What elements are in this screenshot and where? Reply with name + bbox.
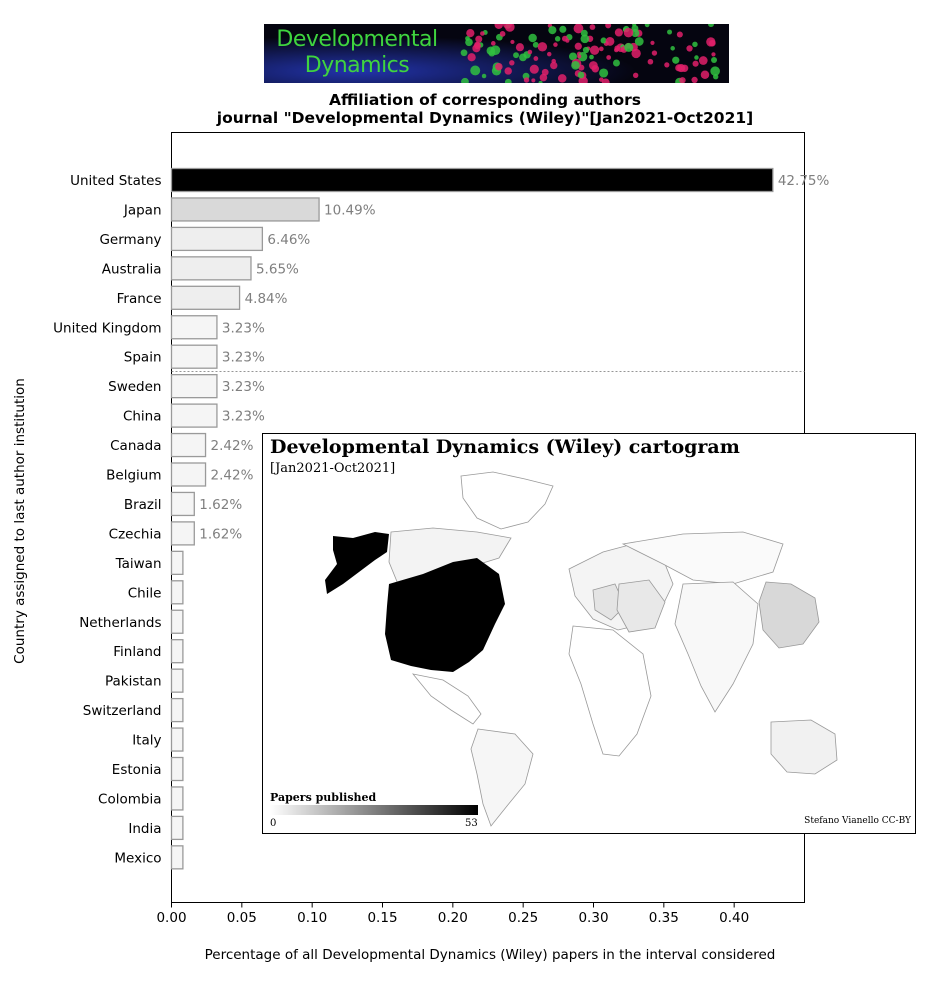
bar-pakistan	[172, 669, 183, 692]
africa-shape	[569, 626, 651, 756]
category-label: France	[116, 290, 162, 307]
bar-colombia	[172, 787, 183, 810]
bar-germany	[172, 227, 263, 250]
bar-mexico	[172, 846, 183, 869]
legend-title: Papers published	[270, 791, 377, 804]
x-axis-label: Percentage of all Developmental Dynamics (Wiley) papers in the interval considered	[204, 947, 776, 963]
x-tick-label: 0.20	[437, 910, 468, 926]
bar-taiwan	[172, 551, 183, 574]
bar-china	[172, 404, 217, 427]
asia-shape	[675, 582, 758, 712]
category-label: Chile	[127, 585, 162, 602]
x-tick-label: 0.15	[367, 910, 398, 926]
bar-france	[172, 286, 240, 309]
value-label: 3.23%	[221, 349, 265, 366]
cartogram-inset	[262, 433, 916, 834]
value-label: 42.75%	[777, 173, 830, 189]
x-tick-label: 0.05	[226, 910, 257, 926]
japan-shape	[759, 582, 819, 648]
bar-italy	[172, 728, 183, 751]
category-label: Pakistan	[104, 673, 162, 690]
alaska-shape	[325, 532, 389, 594]
value-label: 3.23%	[221, 379, 265, 396]
world-cartogram	[263, 434, 916, 834]
bar-united-states	[172, 169, 773, 192]
category-label: Australia	[101, 261, 162, 278]
category-label: India	[128, 820, 162, 837]
value-label: 1.62%	[199, 526, 243, 543]
bar-japan	[172, 198, 320, 221]
bar-brazil	[172, 492, 195, 515]
value-label: 1.62%	[199, 496, 243, 513]
south-america-shape	[471, 729, 533, 826]
category-label: China	[122, 408, 162, 425]
category-label: Estonia	[111, 762, 162, 778]
category-label: Czechia	[108, 526, 162, 543]
x-tick-label: 0.10	[297, 910, 328, 926]
value-label: 4.84%	[244, 290, 288, 307]
legend-colorbar	[270, 805, 478, 815]
value-label: 2.42%	[210, 467, 254, 484]
category-labels-group	[53, 173, 161, 866]
cartogram-subtitle: [Jan2021-Oct2021]	[270, 461, 396, 476]
bar-spain	[172, 345, 217, 368]
category-label: Germany	[99, 231, 162, 248]
category-label: United Kingdom	[53, 320, 162, 337]
x-ticks-group	[156, 903, 749, 927]
greenland-shape	[461, 472, 553, 529]
value-label: 6.46%	[267, 231, 311, 248]
legend-min-label: 0	[270, 818, 277, 829]
banner-logo-text: Developmental Dynamics	[276, 27, 438, 78]
x-tick-label: 0.35	[648, 910, 679, 926]
category-label: Mexico	[114, 850, 162, 867]
australia-shape	[771, 720, 837, 774]
category-label: United States	[70, 173, 162, 189]
value-label: 3.23%	[221, 320, 265, 337]
bar-australia	[172, 257, 251, 280]
x-tick-label: 0.40	[719, 910, 750, 926]
bar-netherlands	[172, 610, 183, 633]
bar-chile	[172, 581, 183, 604]
central-america-shape	[413, 674, 481, 724]
category-label: Finland	[113, 644, 162, 661]
x-tick-label: 0.30	[578, 910, 609, 926]
credit-text: Stefano Vianello CC-BY	[804, 816, 911, 826]
x-tick-label: 0.00	[156, 910, 187, 926]
value-label: 5.65%	[255, 261, 299, 278]
x-tick-label: 0.25	[508, 910, 539, 926]
bar-canada	[172, 434, 206, 457]
legend-max-label: 53	[465, 818, 478, 829]
bar-switzerland	[172, 699, 183, 722]
value-label: 2.42%	[210, 438, 254, 455]
bar-belgium	[172, 463, 206, 486]
value-label: 3.23%	[221, 408, 265, 425]
cartogram-title: Developmental Dynamics (Wiley) cartogram	[270, 436, 740, 458]
value-label: 10.49%	[324, 202, 376, 219]
category-label: Spain	[123, 349, 162, 366]
category-label: Sweden	[108, 379, 162, 396]
bar-india	[172, 816, 183, 839]
category-label: Netherlands	[79, 614, 162, 631]
bar-sweden	[172, 375, 217, 398]
bar-united-kingdom	[172, 316, 217, 339]
y-axis-label: Country assigned to last author institution	[12, 378, 28, 664]
category-label: Belgium	[106, 467, 162, 484]
category-label: Taiwan	[115, 555, 162, 572]
chart-title-line-2: journal "Developmental Dynamics (Wiley)"[Jan2021-Oct2021]	[216, 109, 754, 127]
bar-estonia	[172, 758, 183, 781]
bar-czechia	[172, 522, 195, 545]
category-label: Brazil	[123, 496, 162, 513]
category-label: Canada	[110, 438, 162, 455]
category-label: Colombia	[98, 791, 162, 808]
category-label: Switzerland	[82, 703, 162, 720]
category-label: Italy	[132, 732, 162, 749]
bar-finland	[172, 640, 183, 663]
category-label: Japan	[123, 202, 162, 219]
chart-title-line-1: Affiliation of corresponding authors	[329, 91, 641, 109]
